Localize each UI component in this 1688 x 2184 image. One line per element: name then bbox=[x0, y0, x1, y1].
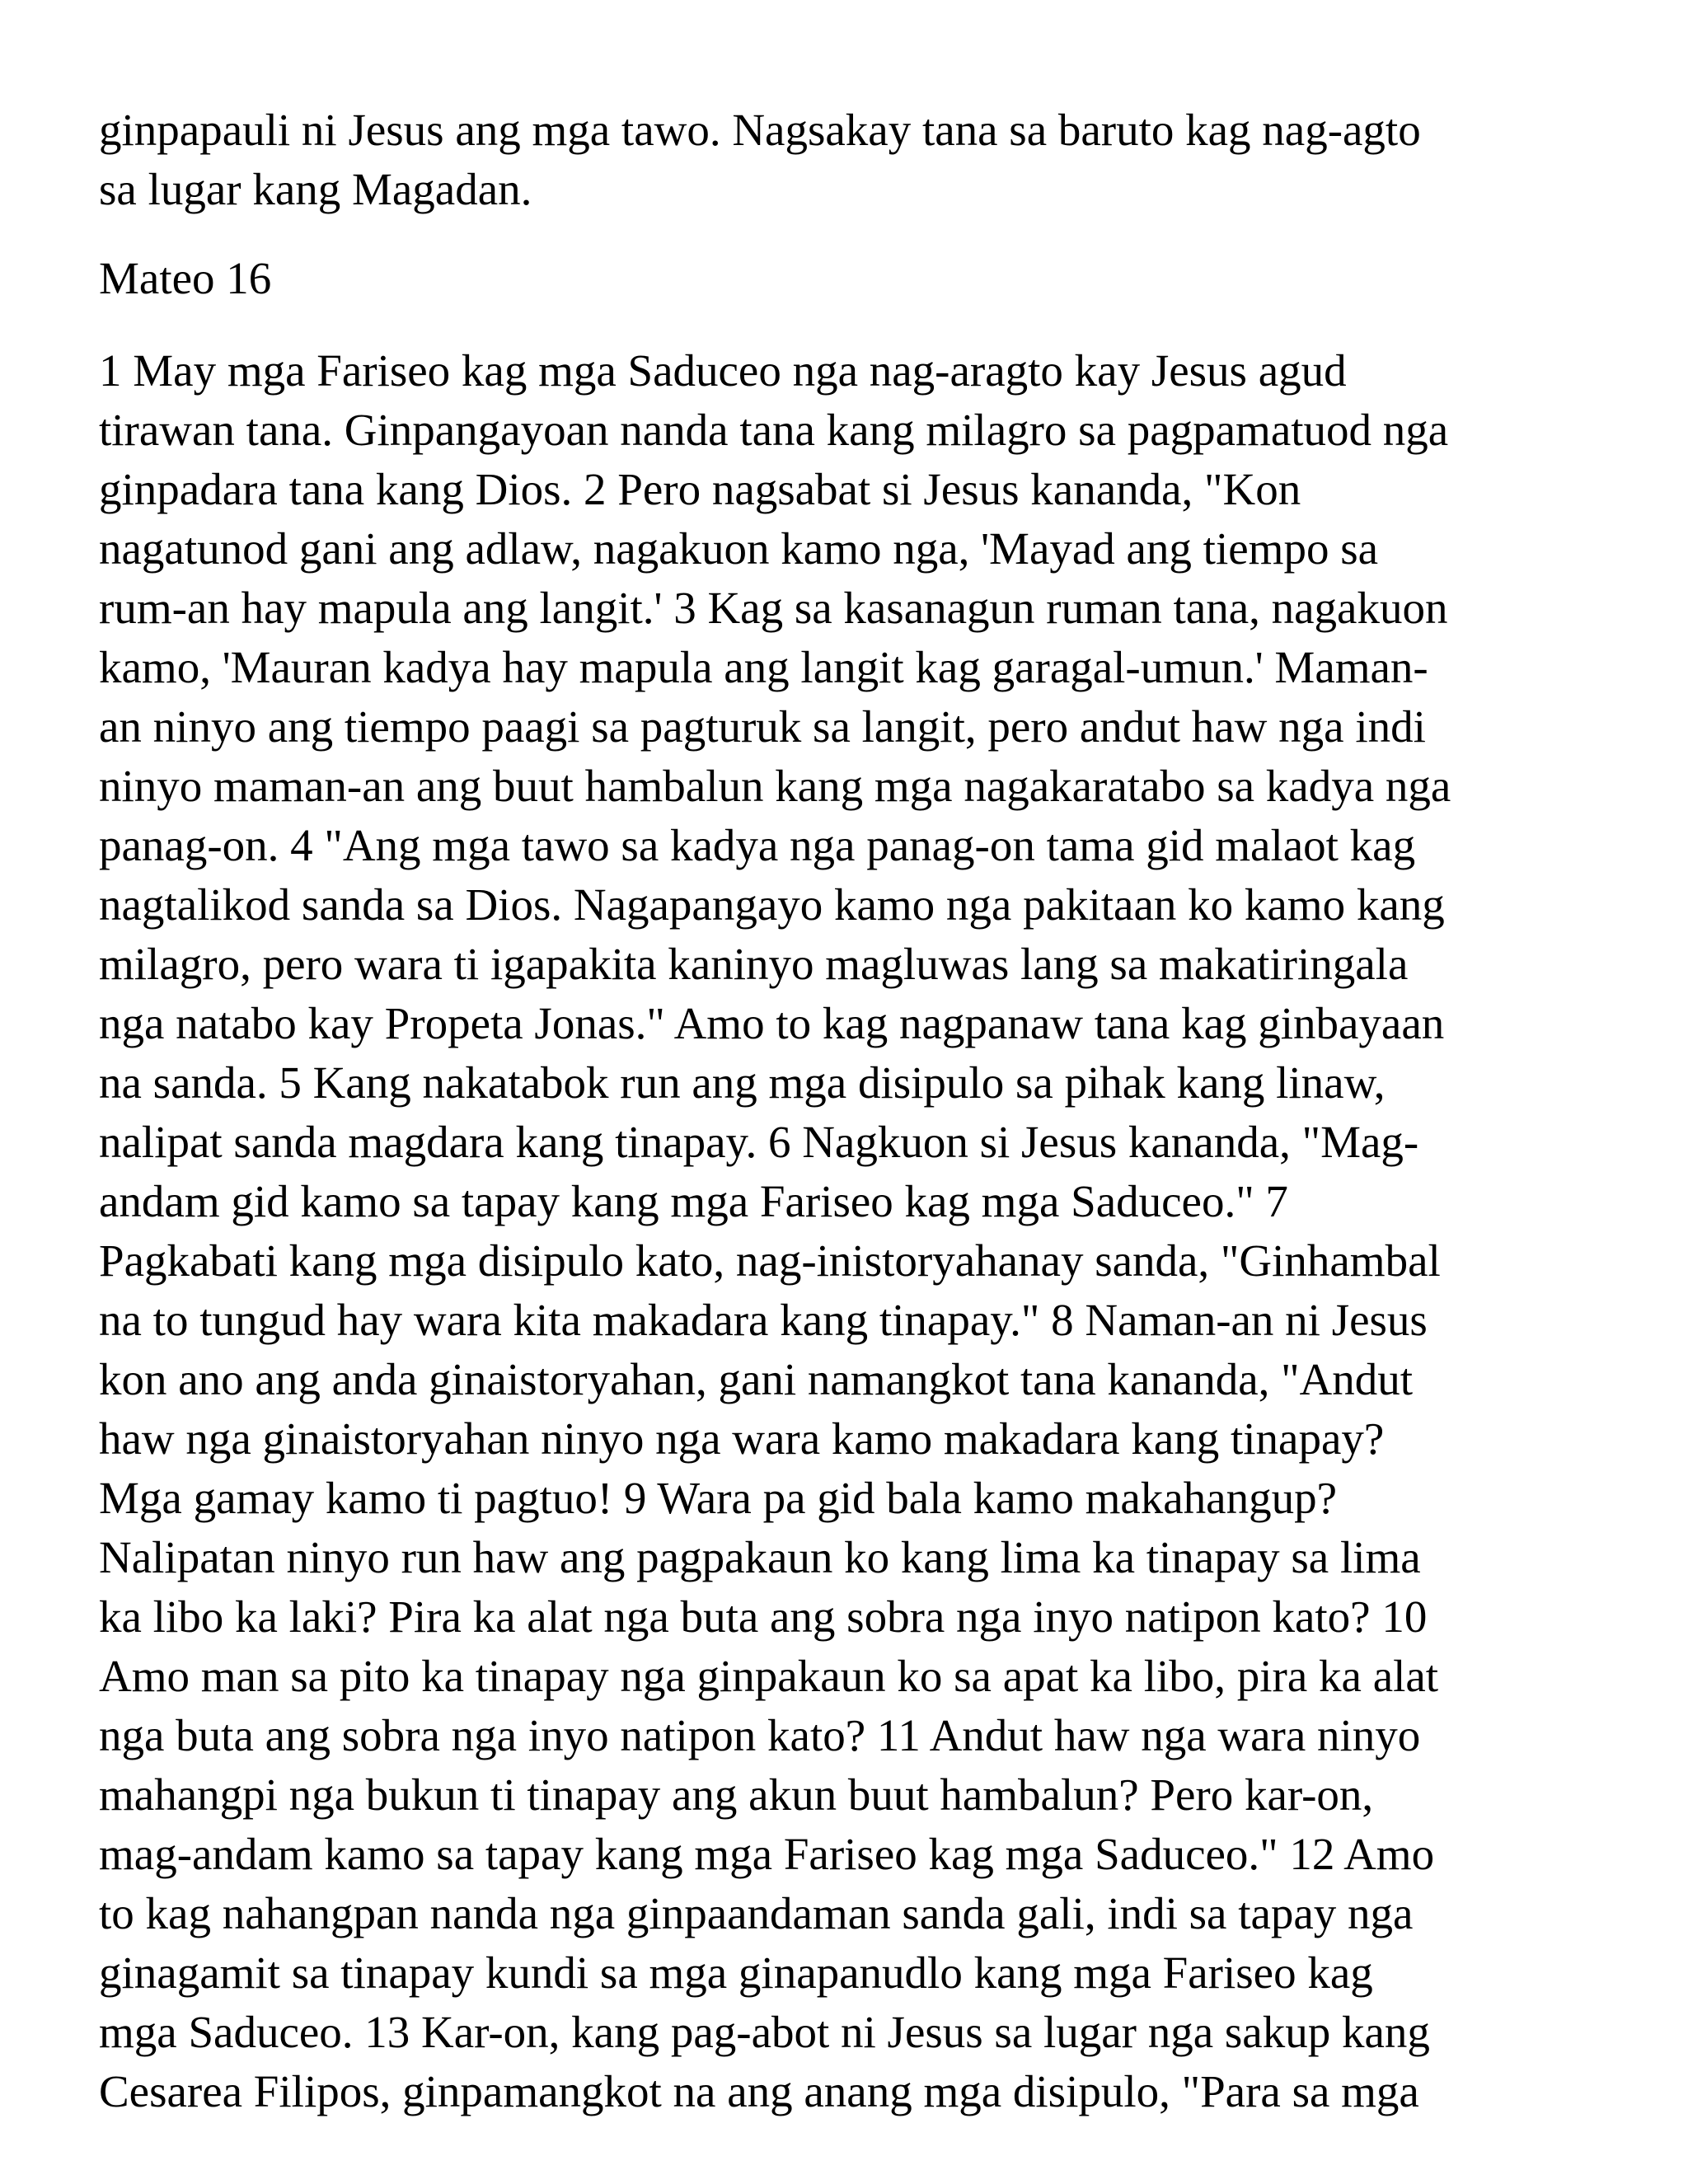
body-line: nagtalikod sanda sa Dios. Nagapangayo kamo nga pakitaan ko kamo kang bbox=[99, 879, 1445, 930]
body-line: tirawan tana. Ginpangayoan nanda tana kang milagro sa pagpamatuod nga bbox=[99, 405, 1449, 455]
chapter-heading: Mateo 16 bbox=[99, 253, 272, 303]
body-line: kon ano ang anda ginaistoryahan, gani namangkot tana kananda, "Andut bbox=[99, 1354, 1414, 1404]
body-line: mga Saduceo. 13 Kar-on, kang pag-abot ni Jesus sa lugar nga sakup kang bbox=[99, 2007, 1430, 2057]
body-line: Nalipatan ninyo run haw ang pagpakaun ko kang lima ka tinapay sa lima bbox=[99, 1532, 1421, 1582]
body-line: nga buta ang sobra nga inyo natipon kato? 11 Andut haw nga wara ninyo bbox=[99, 1710, 1421, 1760]
continuation-line: sa lugar kang Magadan. bbox=[99, 164, 532, 214]
continuation-line: ginpapauli ni Jesus ang mga tawo. Nagsakay tana sa baruto kag nag-agto bbox=[99, 105, 1421, 155]
body-line: na sanda. 5 Kang nakatabok run ang mga disipulo sa pihak kang linaw, bbox=[99, 1057, 1386, 1108]
body-line: Mga gamay kamo ti pagtuo! 9 Wara pa gid bala kamo makahangup? bbox=[99, 1473, 1337, 1523]
body-line: andam gid kamo sa tapay kang mga Fariseo kag mga Saduceo." 7 bbox=[99, 1176, 1288, 1226]
body-line: Pagkabati kang mga disipulo kato, nag-inistoryahanay sanda, "Ginhambal bbox=[99, 1235, 1441, 1286]
body-line: mag-andam kamo sa tapay kang mga Fariseo kag mga Saduceo." 12 Amo bbox=[99, 1829, 1435, 1879]
body-line: milagro, pero wara ti igapakita kaninyo magluwas lang sa makatiringala bbox=[99, 939, 1409, 989]
body-line: ka libo ka laki? Pira ka alat nga buta ang sobra nga inyo natipon kato? 10 bbox=[99, 1591, 1428, 1642]
body-line: an ninyo ang tiempo paagi sa pagturuk sa langit, pero andut haw nga indi bbox=[99, 701, 1426, 752]
body-line: panag-on. 4 "Ang mga tawo sa kadya nga panag-on tama gid malaot kag bbox=[99, 820, 1416, 870]
body-line: haw nga ginaistoryahan ninyo nga wara kamo makadara kang tinapay? bbox=[99, 1413, 1385, 1464]
body-line: ginagamit sa tinapay kundi sa mga ginapanudlo kang mga Fariseo kag bbox=[99, 1947, 1373, 1998]
body-line: rum-an hay mapula ang langit.' 3 Kag sa kasanagun ruman tana, nagakuon bbox=[99, 583, 1448, 633]
body-line: mahangpi nga bukun ti tinapay ang akun buut hambalun? Pero kar-on, bbox=[99, 1769, 1374, 1820]
body-line: Cesarea Filipos, ginpamangkot na ang anang mga disipulo, "Para sa mga bbox=[99, 2066, 1419, 2116]
body-line: Amo man sa pito ka tinapay nga ginpakaun ko sa apat ka libo, pira ka alat bbox=[99, 1651, 1439, 1701]
body-line: 1 May mga Fariseo kag mga Saduceo nga nag-aragto kay Jesus agud bbox=[99, 345, 1347, 396]
body-line: nga natabo kay Propeta Jonas." Amo to kag nagpanaw tana kag ginbayaan bbox=[99, 998, 1445, 1048]
body-line: ginpadara tana kang Dios. 2 Pero nagsabat si Jesus kananda, "Kon bbox=[99, 464, 1301, 514]
body-line: nalipat sanda magdara kang tinapay. 6 Nagkuon si Jesus kananda, "Mag- bbox=[99, 1117, 1419, 1167]
body-line: nagatunod gani ang adlaw, nagakuon kamo nga, 'Mayad ang tiempo sa bbox=[99, 523, 1379, 574]
body-line: to kag nahangpan nanda nga ginpaandaman sanda gali, indi sa tapay nga bbox=[99, 1888, 1414, 1938]
body-line: na to tungud hay wara kita makadara kang tinapay." 8 Naman-an ni Jesus bbox=[99, 1295, 1428, 1345]
body-line: kamo, 'Mauran kadya hay mapula ang langit kag garagal-umun.' Maman- bbox=[99, 642, 1428, 692]
body-line: ninyo maman-an ang buut hambalun kang mga nagakaratabo sa kadya nga bbox=[99, 761, 1451, 811]
